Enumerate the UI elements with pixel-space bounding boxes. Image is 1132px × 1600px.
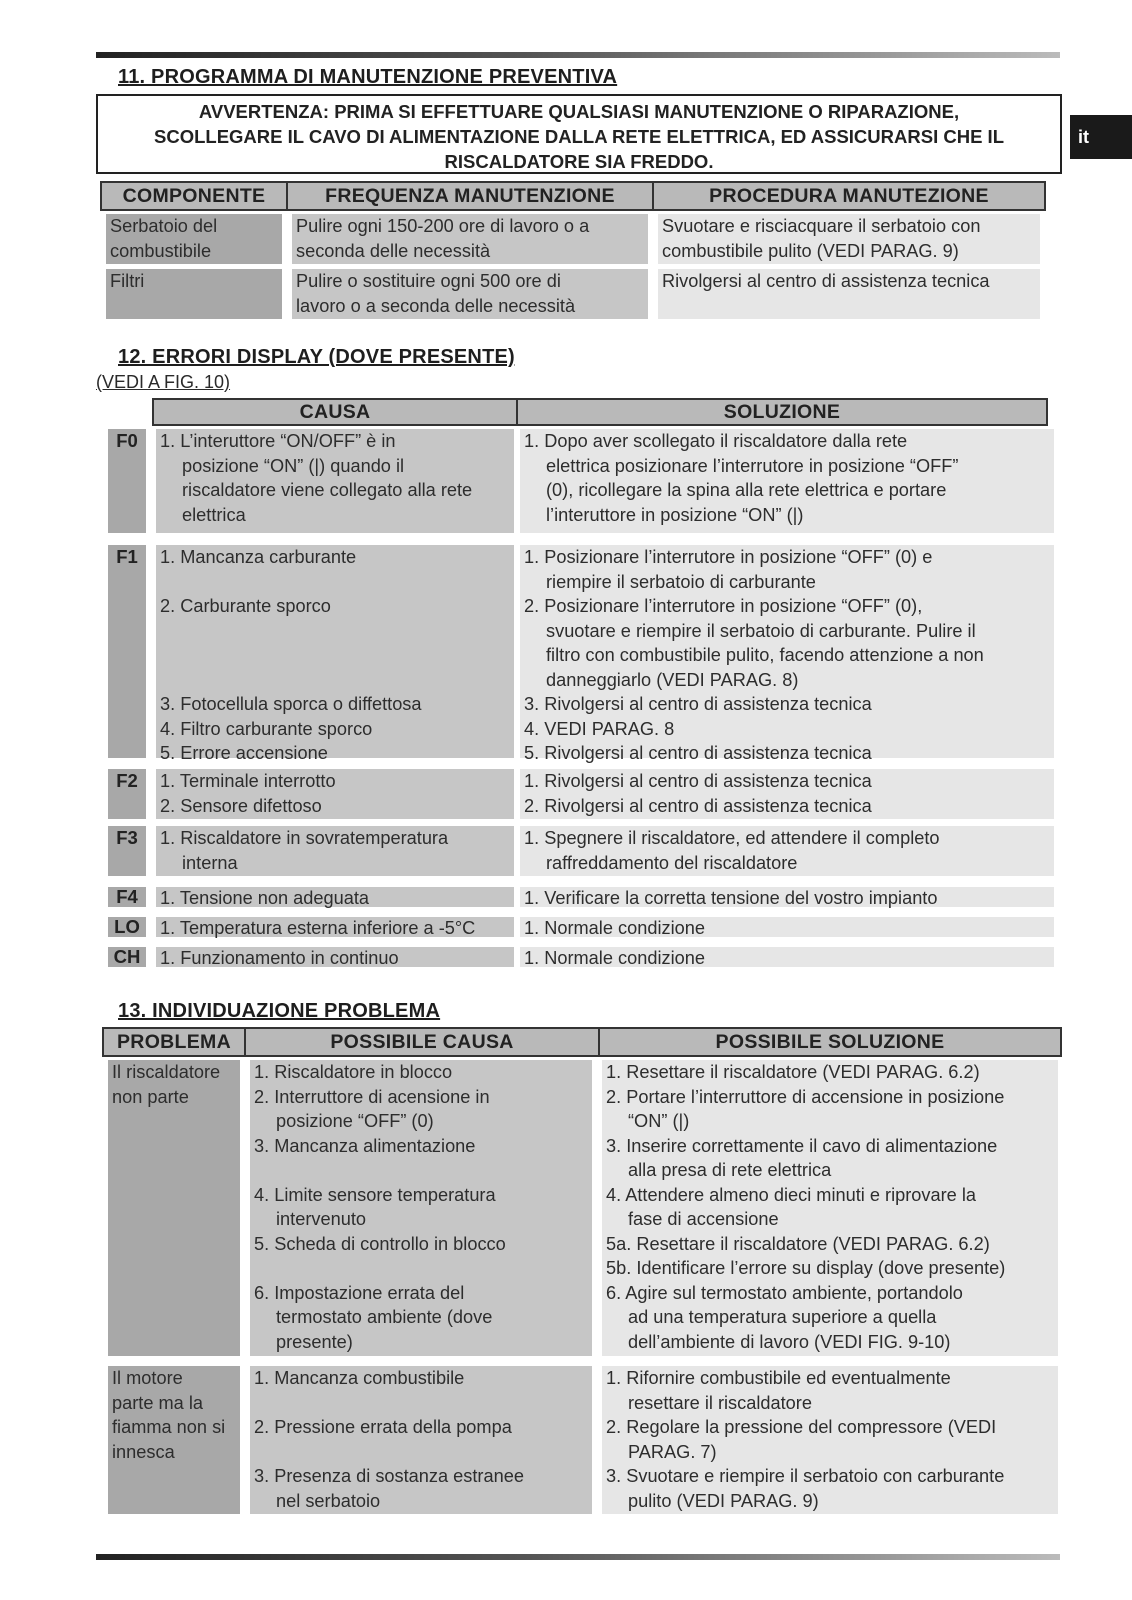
error-solution: 1. Verificare la corretta tensione del vostro impianto [520,887,1054,907]
header-componente: COMPONENTE [100,181,288,211]
error-code: CH [108,947,146,967]
error-cause: 1. Terminale interrotto 2. Sensore difettoso [156,769,514,819]
maint-procedure: Rivolgersi al centro di assistenza tecnica [658,269,1040,319]
maint-component: Serbatoio del combustibile [106,214,282,264]
header-frequenza: FREQUENZA MANUTENZIONE [286,181,654,211]
error-solution: 1. Dopo aver scollegato il riscaldatore dalla rete elettrica posizionare l’interrutore in posizione “OFF” (0), ricollegare la spina alla rete elettrica e portare l’interuttore in posizione “ON” (|) [520,429,1054,533]
error-code: F0 [108,429,146,533]
section-13-title: 13. INDIVIDUAZIONE PROBLEMA [118,1000,441,1022]
header-soluzione: SOLUZIONE [516,398,1048,426]
maint-frequency: Pulire o sostituire ogni 500 ore di lavoro o a seconda delle necessità [292,269,648,319]
error-code: F2 [108,769,146,819]
error-cause: 1. L’interuttore “ON/OFF” è in posizione “ON” (|) quando il riscaldatore viene collegato alla rete elettrica [156,429,514,533]
warning-line: AVVERTENZA: PRIMA SI EFFETTUARE QUALSIASI MANUTENZIONE O RIPARAZIONE, [198,101,960,122]
error-code: F4 [108,887,146,907]
error-solution: 1. Normale condizione [520,917,1054,937]
section-11-title: 11. PROGRAMMA DI MANUTENZIONE PREVENTIVA [118,66,618,88]
header-causa: CAUSA [152,398,518,426]
maint-component: Filtri [106,269,282,319]
problem-label: Il motore parte ma la fiamma non si innesca [108,1366,240,1514]
bottom-rule [96,1554,1060,1560]
error-solution: 1. Rivolgersi al centro di assistenza tecnica 2. Rivolgersi al centro di assistenza tecnica [520,769,1054,819]
error-cause: 1. Riscaldatore in sovratemperatura interna [156,826,514,876]
error-code: F3 [108,826,146,876]
problem-cause: 1. Riscaldatore in blocco 2. Interruttore di acensione in posizione “OFF” (0) 3. Mancanza alimentazione 4. Limite sensore temperatura intervenuto 5. Scheda di controllo in blocco 6. Impostazione errata del termostato ambiente (dove presente) [250,1060,592,1356]
top-rule [96,52,1060,58]
section-12-subtitle: (VEDI A FIG. 10) [96,372,231,392]
error-cause: 1. Tensione non adeguata [156,887,514,907]
problem-cause: 1. Mancanza combustibile 2. Pressione errata della pompa 3. Presenza di sostanza estranee nel serbatoio [250,1366,592,1514]
section-12-title: 12. ERRORI DISPLAY (DOVE PRESENTE) [118,346,515,368]
header-possibile-soluzione: POSSIBILE SOLUZIONE [598,1027,1062,1057]
warning-line: RISCALDATORE SIA FREDDO. [444,151,714,172]
header-possibile-causa: POSSIBILE CAUSA [244,1027,600,1057]
maint-frequency: Pulire ogni 150-200 ore di lavoro o a seconda delle necessità [292,214,648,264]
error-cause: 1. Temperatura esterna inferiore a -5°C [156,917,514,937]
error-cause: 1. Mancanza carburante 2. Carburante sporco 3. Fotocellula sporca o diffettosa 4. Filtro carburante sporco 5. Errore accensione [156,545,514,758]
error-solution: 1. Spegnere il riscaldatore, ed attendere il completo raffreddamento del riscaldatore [520,826,1054,876]
error-code: F1 [108,545,146,758]
problem-label: Il riscaldatore non parte [108,1060,240,1356]
warning-line: SCOLLEGARE IL CAVO DI ALIMENTAZIONE DALLA RETE ELETTRICA, ED ASSICURARSI CHE IL [154,126,1004,147]
error-cause: 1. Funzionamento in continuo [156,947,514,967]
warning-box [96,94,1062,174]
header-problema: PROBLEMA [102,1027,246,1057]
problem-solution: 1. Resettare il riscaldatore (VEDI PARAG. 6.2) 2. Portare l’interruttore di accensione in posizione “ON” (|) 3. Inserire correttamente il cavo di alimentazione alla presa di rete elettrica 4. Attendere almeno dieci minuti e riprovare la fase di accensione 5a. Resettare il riscaldatore (VEDI PARAG. 6.2) 5b. Identificare l’errore su display (dove presente) 6. Agire sul termostato ambiente, portandolo ad una temperatura superiore a quella dell’ambiente di lavoro (VEDI FIG. 9-10) [602,1060,1058,1356]
maint-procedure: Svuotare e risciacquare il serbatoio con combustibile pulito (VEDI PARAG. 9) [658,214,1040,264]
error-code: LO [108,917,146,937]
error-solution: 1. Normale condizione [520,947,1054,967]
header-procedura: PROCEDURA MANUTEZIONE [652,181,1046,211]
language-tab: it [1070,115,1132,159]
error-solution: 1. Posizionare l’interrutore in posizione “OFF” (0) e riempire il serbatoio di carburante 2. Posizionare l’interrutore in posizione “OFF” (0), svuotare e riempire il serbatoio di carburante. Pulire il filtro con combustibile pulito, facendo attenzione a non danneggiarlo (VEDI PARAG. 8) 3. Rivolgersi al centro di assistenza tecnica 4. VEDI PARAG. 8 5. Rivolgersi al centro di assistenza tecnica [520,545,1054,758]
problem-solution: 1. Rifornire combustibile ed eventualmente resettare il riscaldatore 2. Regolare la pressione del compressore (VEDI PARAG. 7) 3. Svuotare e riempire il serbatoio con carburante pulito (VEDI PARAG. 9) [602,1366,1058,1514]
